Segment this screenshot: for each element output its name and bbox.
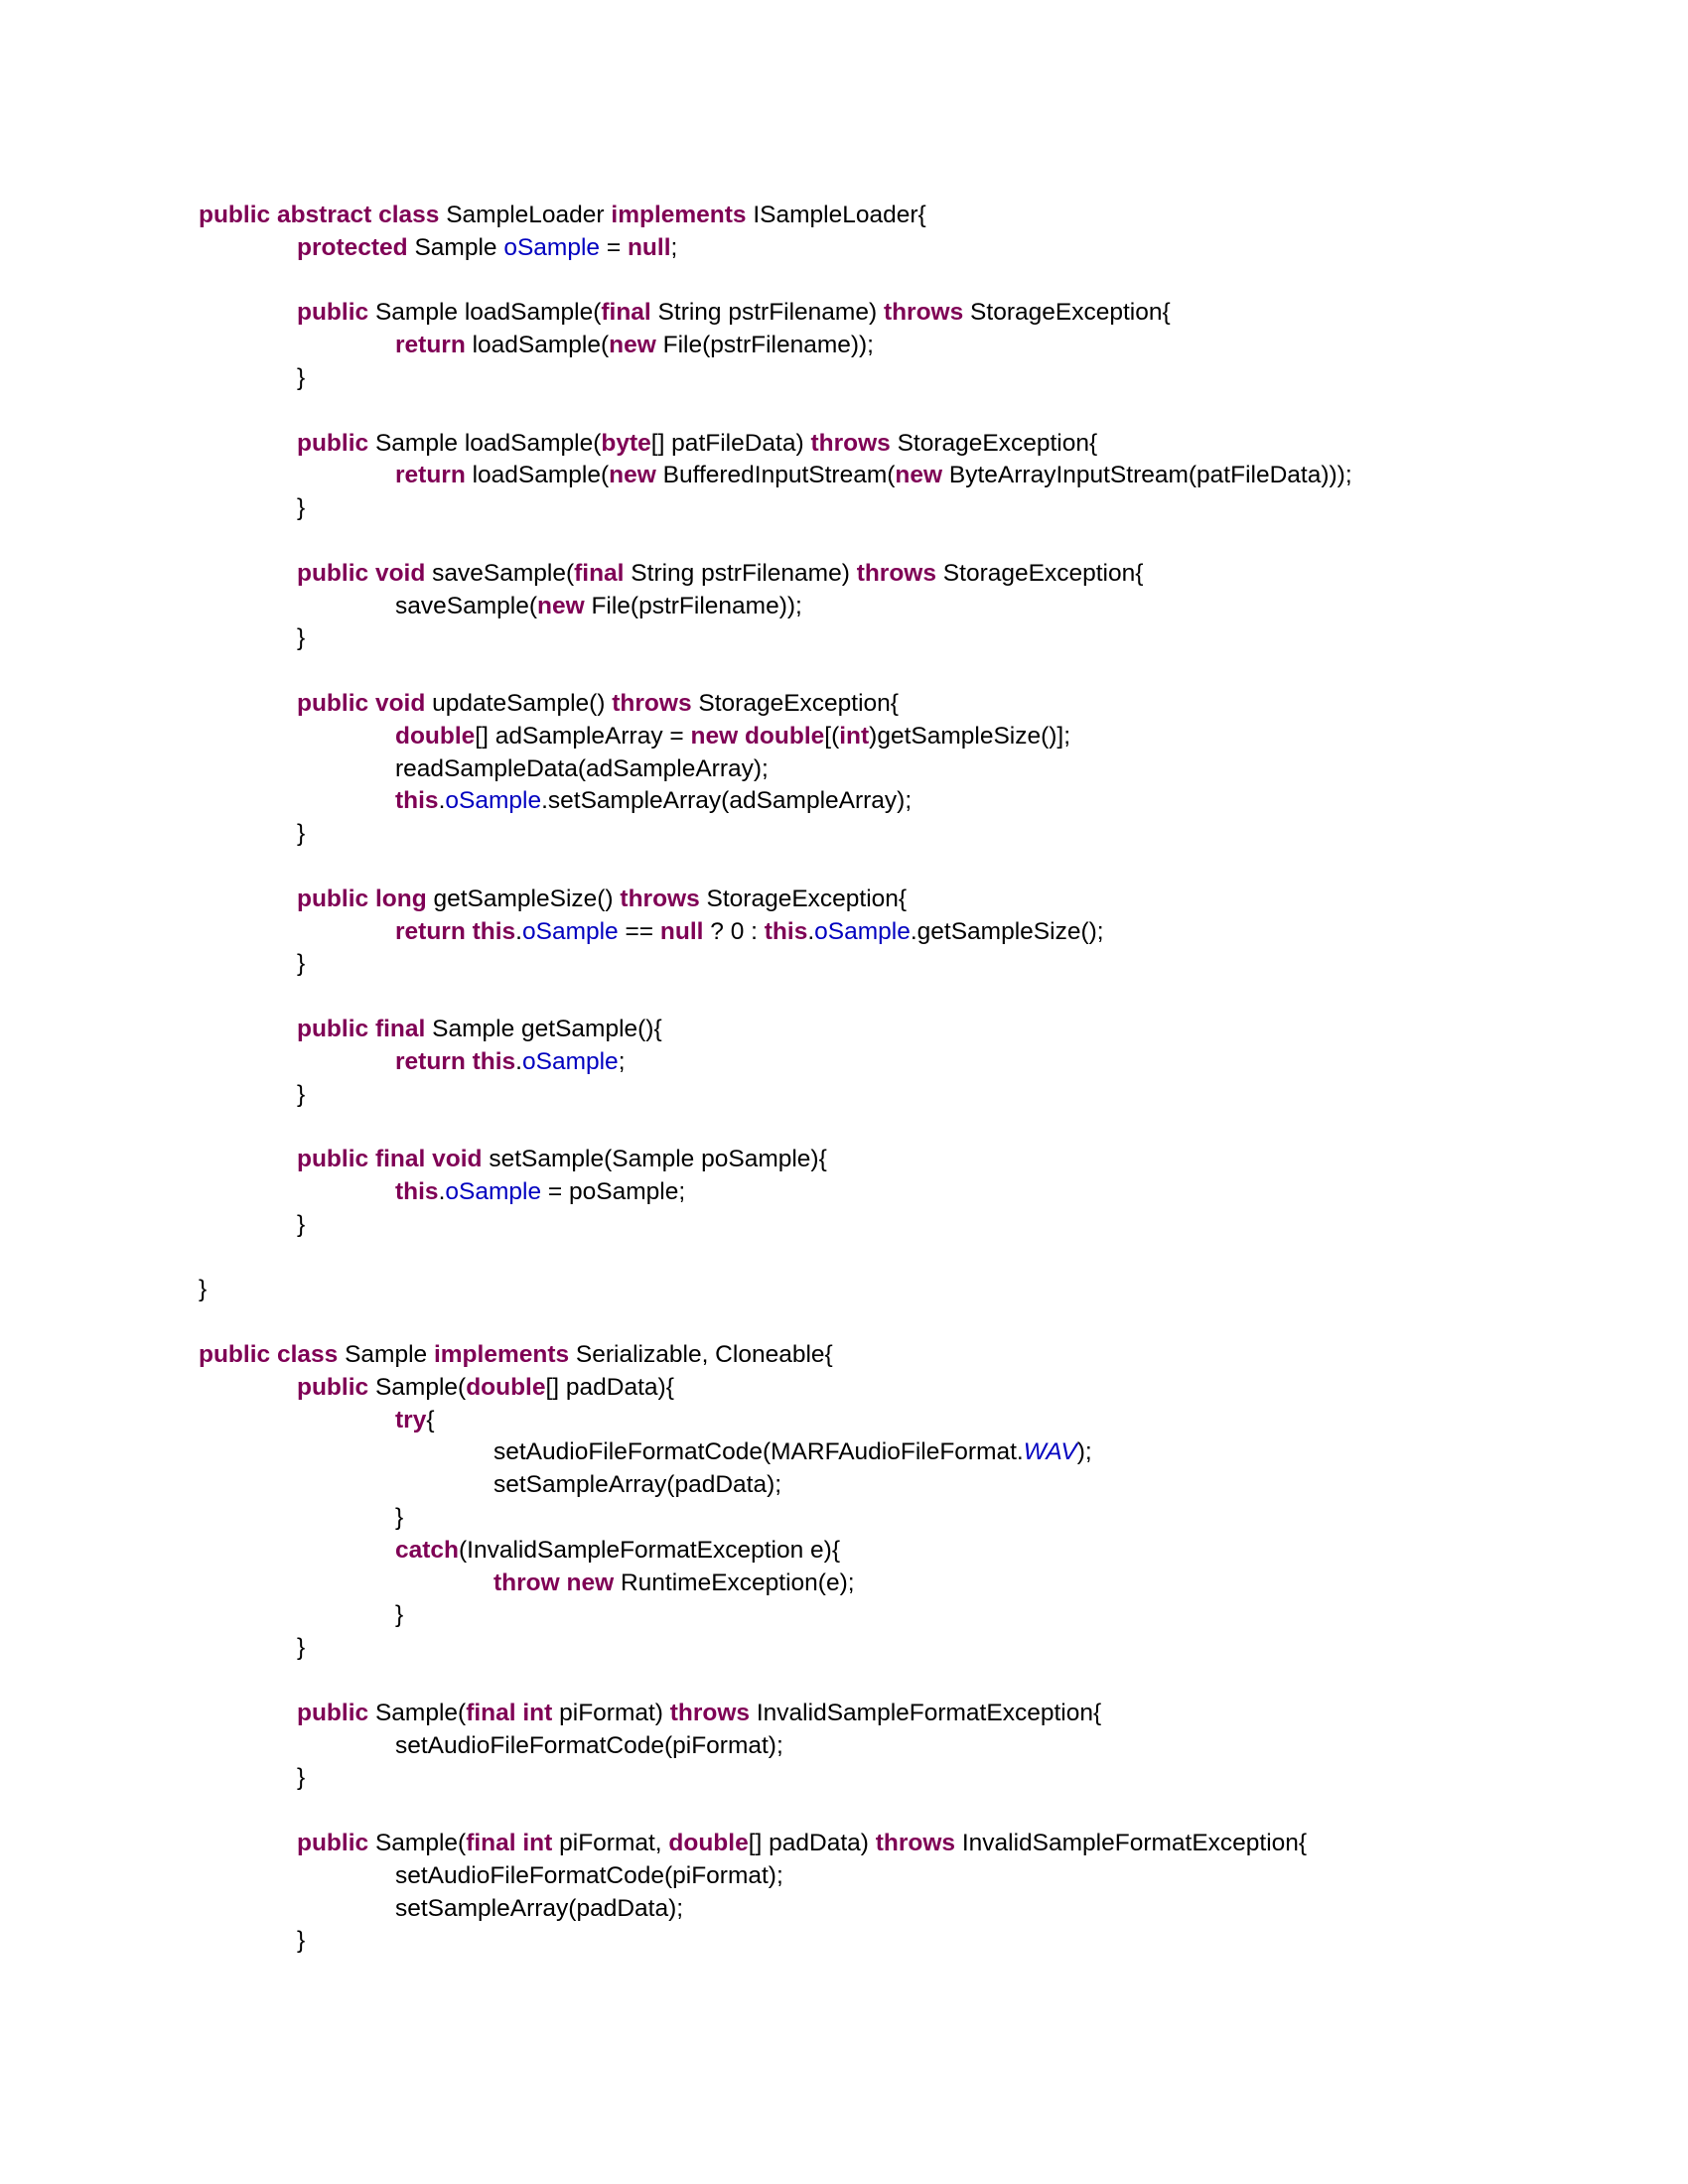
code-line [395, 1859, 783, 1892]
code-keyword: return [395, 332, 466, 359]
code-text: StorageException{ [936, 559, 1144, 587]
code-keyword: implements [611, 202, 747, 228]
code-keyword: public [297, 1373, 369, 1401]
code-line [395, 720, 1070, 752]
code-keyword: public [297, 1830, 369, 1856]
code-keyword: void [432, 1146, 483, 1173]
code-text: [] patFileData) [650, 429, 811, 457]
code-text: } [297, 1634, 306, 1662]
code-text: } [297, 364, 306, 391]
code-keyword: public [297, 1016, 369, 1042]
code-keyword: class [276, 1341, 339, 1368]
code-text: Sample [338, 1341, 434, 1368]
code-text: ; [670, 233, 678, 261]
code-keyword: public [297, 885, 369, 912]
code-text: } [297, 1927, 306, 1955]
code-text: } [297, 1210, 306, 1238]
code-keyword: byte [601, 429, 651, 457]
code-text: setSampleArray(padData); [395, 1894, 684, 1922]
code-text: Sample [407, 233, 504, 261]
code-text: } [199, 1276, 208, 1303]
code-text: setAudioFileFormatCode(piFormat); [395, 1731, 783, 1759]
code-keyword: throws [612, 690, 692, 717]
code-keyword: public [199, 1341, 271, 1368]
code-line [297, 1924, 305, 1957]
code-text: Serializable, Cloneable{ [569, 1341, 833, 1368]
code-text: ); [1076, 1438, 1092, 1466]
code-text: setSample(Sample poSample){ [482, 1146, 827, 1173]
code-keyword: return [395, 917, 466, 945]
code-line [297, 1827, 1307, 1859]
code-text [368, 1146, 375, 1172]
code-line [395, 1404, 435, 1436]
code-keyword: final [466, 1699, 516, 1726]
code-keyword: protected [297, 233, 408, 261]
code-keyword: new [536, 592, 585, 619]
code-text: ? 0 : [703, 917, 765, 945]
code-text: piFormat) [552, 1699, 670, 1726]
code-text: StorageException{ [890, 429, 1098, 457]
code-line [297, 361, 305, 394]
code-keyword: null [659, 917, 704, 945]
code-keyword: public [297, 429, 369, 457]
code-keyword: final [374, 1016, 426, 1042]
code-text: StorageException{ [963, 299, 1171, 327]
code-keyword: public [199, 202, 271, 228]
code-line [395, 1045, 626, 1078]
code-keyword: final [574, 559, 625, 587]
code-text: File(pstrFilename)); [584, 592, 802, 619]
code-text: . [807, 917, 815, 945]
code-text: } [297, 950, 306, 978]
code-keyword: long [374, 885, 427, 912]
code-keyword: throw [493, 1569, 560, 1596]
code-field: WAV [1023, 1438, 1077, 1466]
code-text [270, 1341, 277, 1368]
code-text: saveSample( [425, 559, 575, 587]
code-keyword: throws [810, 429, 891, 457]
code-line [297, 947, 305, 980]
code-text: . [438, 787, 446, 815]
code-keyword: new [895, 462, 943, 489]
code-line [395, 915, 1104, 948]
code-text: loadSample( [465, 332, 610, 359]
code-text: .setSampleArray(adSampleArray); [541, 787, 913, 815]
code-text [368, 886, 375, 912]
code-text: BufferedInputStream( [655, 462, 896, 489]
code-text: Sample loadSample( [368, 299, 602, 327]
code-text: updateSample() [425, 690, 613, 717]
code-field: oSample [521, 1047, 619, 1075]
code-text: Sample loadSample( [368, 429, 602, 457]
code-field: oSample [445, 787, 542, 815]
code-keyword: this [472, 1047, 516, 1075]
code-line [297, 231, 677, 264]
code-text [466, 1048, 473, 1075]
code-text: ; [618, 1047, 626, 1075]
code-keyword: return [395, 462, 466, 489]
code-line [297, 1371, 674, 1404]
code-keyword: void [374, 559, 426, 587]
code-text: Sample( [368, 1699, 467, 1726]
code-keyword: public [297, 690, 369, 717]
code-line [297, 687, 899, 720]
code-line [297, 557, 1143, 590]
code-text: String pstrFilename) [650, 299, 884, 327]
code-text: (InvalidSampleFormatException e){ [459, 1536, 841, 1564]
code-line [297, 817, 305, 850]
code-keyword: int [839, 722, 870, 750]
code-line [395, 1175, 685, 1208]
code-line [199, 1273, 207, 1305]
code-keyword: try [395, 1406, 427, 1433]
code-text: [( [824, 722, 840, 750]
code-text: StorageException{ [699, 885, 908, 912]
code-line [493, 1468, 781, 1501]
code-keyword: abstract [276, 202, 372, 228]
code-keyword: new [566, 1569, 615, 1596]
code-line [395, 459, 1352, 491]
code-text [560, 1570, 567, 1596]
code-field: oSample [503, 233, 601, 261]
code-field: oSample [445, 1178, 542, 1205]
code-text: SampleLoader [439, 202, 612, 228]
code-field: oSample [814, 917, 911, 945]
code-text: } [297, 1080, 306, 1108]
code-keyword: new [609, 462, 656, 489]
code-text: ByteArrayInputStream(patFileData))); [942, 462, 1352, 489]
code-keyword: throws [620, 885, 700, 912]
code-text: Sample( [368, 1373, 467, 1401]
code-keyword: void [374, 690, 426, 717]
code-keyword: final [601, 299, 651, 327]
code-text: InvalidSampleFormatException{ [955, 1830, 1308, 1856]
code-text: = poSample; [541, 1178, 686, 1205]
code-keyword: int [522, 1830, 553, 1856]
code-text: getSampleSize() [426, 885, 621, 912]
code-keyword: public [297, 559, 369, 587]
code-text: } [297, 624, 306, 652]
code-text: { [426, 1406, 435, 1433]
code-keyword: this [764, 917, 808, 945]
code-keyword: class [378, 202, 440, 228]
code-line [297, 621, 305, 654]
code-line [395, 329, 874, 361]
code-line [297, 427, 1097, 460]
code-keyword: final [466, 1830, 516, 1856]
code-line [395, 590, 802, 622]
code-keyword: throws [883, 299, 964, 327]
code-keyword: new [690, 722, 739, 750]
code-keyword: this [472, 917, 516, 945]
code-text: StorageException{ [691, 690, 899, 717]
code-keyword: public [297, 299, 369, 327]
code-line [395, 1729, 783, 1762]
code-line [297, 296, 1171, 329]
code-text [466, 918, 473, 945]
code-text: setAudioFileFormatCode(MARFAudioFileFormat. [493, 1438, 1024, 1466]
code-keyword: throws [856, 559, 936, 587]
code-keyword: throws [875, 1830, 956, 1856]
code-field: oSample [521, 917, 619, 945]
code-keyword: double [466, 1373, 546, 1401]
code-text: } [395, 1601, 404, 1629]
code-text: . [515, 1047, 522, 1075]
code-keyword: double [668, 1830, 749, 1856]
code-line [395, 784, 912, 817]
code-text [368, 1016, 375, 1042]
code-keyword: double [744, 722, 825, 750]
code-keyword: null [627, 233, 671, 261]
code-text: Sample( [368, 1830, 467, 1856]
code-text: String pstrFilename) [624, 559, 857, 587]
code-text: } [297, 820, 306, 848]
code-text: saveSample( [395, 592, 537, 619]
code-line [297, 883, 907, 915]
code-line [297, 1697, 1101, 1729]
code-keyword: double [395, 722, 476, 750]
code-text: File(pstrFilename)); [655, 332, 874, 359]
code-line [297, 1631, 305, 1664]
code-text: [] padData){ [545, 1373, 674, 1401]
code-keyword: int [522, 1699, 553, 1726]
code-text: )getSampleSize()]; [869, 722, 1071, 750]
code-line [395, 1598, 403, 1631]
code-line [297, 1761, 305, 1794]
code-text: Sample getSample(){ [425, 1016, 662, 1042]
code-keyword: this [395, 787, 439, 815]
code-line [395, 1501, 403, 1534]
code-keyword: throws [669, 1699, 751, 1726]
code-text: } [297, 1764, 306, 1792]
code-keyword: implements [433, 1341, 570, 1368]
code-text: = [600, 233, 628, 261]
code-line [395, 752, 769, 785]
code-keyword: final [374, 1146, 426, 1173]
code-text: setAudioFileFormatCode(piFormat); [395, 1861, 783, 1889]
code-line [395, 1534, 840, 1567]
code-text [368, 690, 375, 717]
code-line [297, 1078, 305, 1111]
code-line [297, 1208, 305, 1241]
code-line [297, 1013, 662, 1045]
code-text: } [297, 494, 306, 522]
code-text: [] adSampleArray = [475, 722, 691, 750]
code-text: piFormat, [552, 1830, 669, 1856]
code-line [297, 491, 305, 524]
code-line [297, 1143, 827, 1175]
code-text [368, 560, 375, 587]
code-text: .getSampleSize(); [910, 917, 1104, 945]
code-line [395, 1892, 683, 1925]
code-text: setSampleArray(padData); [493, 1471, 782, 1499]
code-text: [] padData) [748, 1830, 876, 1856]
code-keyword: return [395, 1047, 466, 1075]
code-text: == [618, 917, 660, 945]
code-keyword: this [395, 1178, 439, 1205]
code-text: . [438, 1178, 446, 1205]
code-text: ISampleLoader{ [746, 202, 926, 228]
code-text: } [395, 1504, 404, 1531]
code-text: . [515, 917, 522, 945]
code-keyword: new [609, 332, 656, 359]
code-text [738, 723, 745, 750]
code-keyword: public [297, 1699, 369, 1726]
code-text: readSampleData(adSampleArray); [395, 754, 769, 782]
code-text: InvalidSampleFormatException{ [750, 1699, 1102, 1726]
code-line [493, 1567, 855, 1599]
code-keyword: public [297, 1146, 369, 1173]
code-line [199, 199, 926, 231]
code-keyword: catch [395, 1536, 460, 1564]
code-text: RuntimeException(e); [614, 1569, 855, 1596]
code-line [493, 1435, 1092, 1468]
code-text: loadSample( [465, 462, 610, 489]
code-text [270, 202, 277, 228]
code-line [199, 1338, 833, 1371]
